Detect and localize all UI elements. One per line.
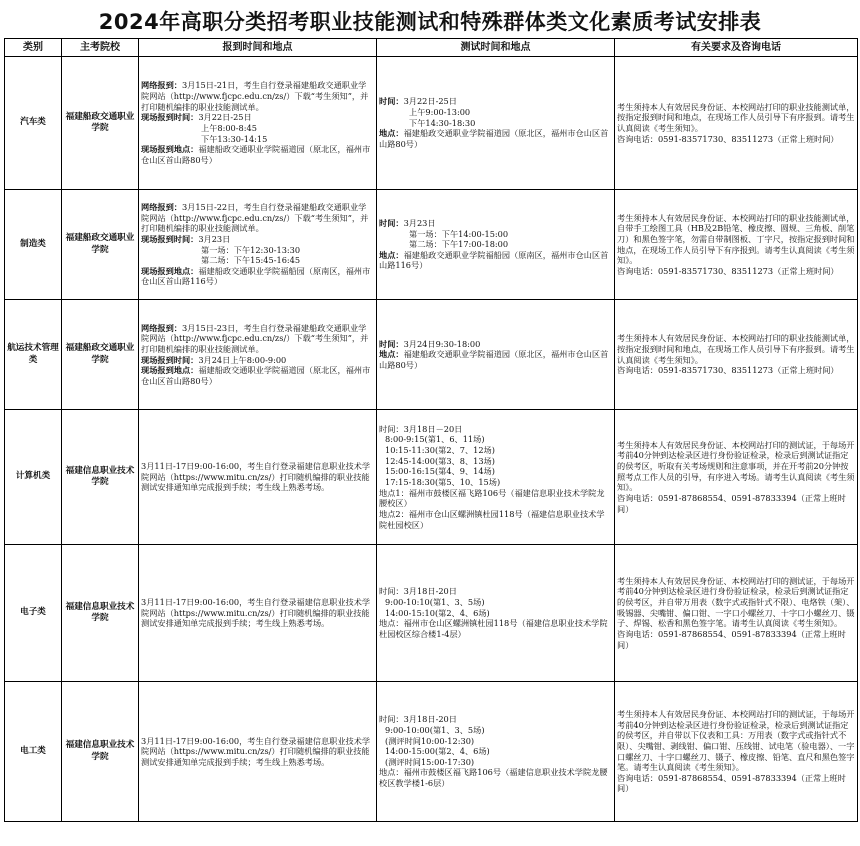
- report-line: [141, 202, 374, 234]
- test-text: 地点：福州市鼓楼区福飞路106号（福建信息职业技术学院龙腰校区教学楼1-6层）: [379, 767, 608, 789]
- report-text: 3月23日: [198, 233, 231, 244]
- test-line: [379, 128, 612, 149]
- test-line: [379, 757, 612, 768]
- test-text: 9:00-10:10(第1、3、5场): [385, 597, 485, 608]
- report-label: 网络报到：: [141, 80, 182, 91]
- test-label: 时间：: [379, 217, 404, 228]
- test-text: (测评时间15:00-17:30): [385, 756, 475, 767]
- test-line: [379, 434, 612, 445]
- requirements-cell: 考生须持本人有效居民身份证、本校网站打印的职业技能测试单，按指定报到时间和地点，在现场工作人员引导下有序报到。请考生认真阅读《考生须知》。 咨询电话：0591-83571730、83511273（正常上班时间）: [615, 57, 858, 190]
- test-text: 8:00-9:15(第1、6、11场): [385, 434, 485, 445]
- test-text: 下午14:30-18:30: [409, 117, 476, 128]
- header-category: 类别: [5, 39, 62, 57]
- test-line: [379, 477, 612, 488]
- report-line: [141, 80, 374, 112]
- test-text: 福建船政交通职业学院福道园（原北区，福州市仓山区首山路80号）: [379, 128, 609, 149]
- test-text: 时间：3月18日－20日: [379, 423, 463, 434]
- test-line: [379, 608, 612, 619]
- test-text: 3月23日: [403, 217, 436, 228]
- report-text: 第一场：下午12:30-13:30: [201, 244, 301, 255]
- table-row: [5, 410, 858, 545]
- test-line: [379, 118, 612, 129]
- report-label: 网络报到：: [141, 322, 182, 333]
- test-line: [379, 736, 612, 747]
- report-text: 3月15日-23日，考生自行登录福建船政交通职业学院网站（http://www.fjcpc.edu.cn/zs/）下载“考生须知”，并打印随机编排的职业技能测试单。: [141, 322, 369, 354]
- test-text: 福建船政交通职业学院福道园（原北区，福州市仓山区首山路80号）: [379, 349, 609, 370]
- test-label: 地点：: [379, 349, 404, 360]
- report-line: [141, 323, 374, 355]
- test-line: [379, 456, 612, 467]
- header-report: 报到时间和地点: [139, 39, 377, 57]
- test-cell: [377, 545, 615, 682]
- test-label: 时间：: [379, 96, 404, 107]
- report-line: [141, 134, 374, 145]
- schedule-table: [4, 38, 858, 822]
- school-cell: 福建信息职业技术学院: [62, 410, 139, 545]
- report-cell: [139, 300, 377, 410]
- requirements-cell: 考生须持本人有效居民身份证、本校网站打印的职业技能测试单，自带手工绘图工具（HB及2B铅笔、橡皮擦、圆规、三角板、削笔刀）和黑色签字笔，勿需自带制图板、丁字尺，按指定报到时间和地点，在现场工作人员引导下有序报到。请考生认真阅读《考生须知》。 咨询电话：0591-83571730、83511273（正常上班时间）: [615, 190, 858, 300]
- requirements-cell: 考生须持本人有效居民身份证、本校网站打印的测试证，于每场开考前40分钟到达检录区进行身份验证检录，检录后到测试证指定的侯考区，并自带以下仪表和工具：万用表（数字式或指针式不限）、尖嘴钳、剥线钳、偏口钳、压线钳、试电笔（验电器）、一字口螺丝刀、十字口螺丝刀、镊子、橡皮擦、铅笔、直尺和黑色签字笔。请考生认真阅读《考生须知》。 咨询电话：0591-87868554、0591-87833394（正常上班时间）: [615, 682, 858, 822]
- report-cell: [139, 545, 377, 682]
- test-cell: [377, 682, 615, 822]
- report-text: 福建船政交通职业学院福道园（原北区，福州市仓山区首山路80号）: [141, 365, 371, 386]
- test-line: [379, 725, 612, 736]
- report-text: 下午13:30-14:15: [201, 133, 268, 144]
- report-text: 3月15日-22日，考生自行登录福建船政交通职业学院网站（http://www.fjcpc.edu.cn/zs/）下载“考生须知”，并打印随机编排的职业技能测试单。: [141, 201, 369, 234]
- report-line: [141, 355, 374, 366]
- report-text: 上午8:00-8:45: [201, 123, 257, 133]
- test-label: 时间：: [379, 338, 404, 349]
- header-test: 测试时间和地点: [377, 39, 615, 57]
- test-text: 第一场：下午14:00-15:00: [409, 228, 509, 239]
- report-label: 现场报到地点：: [141, 265, 199, 276]
- test-line: [379, 488, 612, 509]
- table-header-row: [5, 39, 858, 57]
- school-cell: 福建船政交通职业学院: [62, 190, 139, 300]
- test-line: [379, 767, 612, 788]
- test-text: 10:15-11:30(第2、7、12场): [385, 445, 495, 456]
- test-text: 14:00-15:00(第2、4、6场): [385, 746, 490, 757]
- report-label: 网络报到：: [141, 201, 182, 212]
- test-line: [379, 107, 612, 118]
- test-text: 时间：3月18日-20日: [379, 586, 457, 597]
- test-text: (测评时间10:00-12:30): [385, 735, 475, 746]
- report-text: 3月22日-25日: [198, 112, 252, 123]
- report-text: 福建船政交通职业学院福道园（原北区，福州市仓山区首山路80号）: [141, 144, 371, 165]
- table-row: [5, 545, 858, 682]
- test-label: 地点：: [379, 128, 404, 139]
- category-cell: 电子类: [5, 545, 62, 682]
- school-cell: 福建信息职业技术学院: [62, 545, 139, 682]
- report-cell: [139, 410, 377, 545]
- requirements-cell: 考生须持本人有效居民身份证、本校网站打印的测试证，于每场开考前40分钟到达检录区进行身份验证检录，检录后到测试证指定的侯考区，并自带万用表（数字式或指针式不限）、电烙铁（架）、吸锡器、尖嘴钳、偏口钳、一字口小螺丝刀、十字口小螺丝刀、镊子、焊锡、松香和黑色签字笔。请考生认真阅读《考生须知》。 咨询电话：0591-87868554、0591-87833394（正常上班时间）: [615, 545, 858, 682]
- test-text: 地点：福州市仓山区螺洲镇杜园118号（福建信息职业技术学院杜园校区综合楼1-4层）: [379, 618, 608, 639]
- test-line: [379, 746, 612, 757]
- test-text: 时间：3月18日-20日: [379, 714, 457, 725]
- report-line: [141, 266, 374, 287]
- report-cell: [139, 57, 377, 190]
- report-text: 3月24日上午8:00-9:00: [198, 354, 287, 365]
- test-text: 9:00-10:00(第1、3、5场): [385, 724, 485, 735]
- test-line: [379, 218, 612, 229]
- school-cell: 福建船政交通职业学院: [62, 300, 139, 410]
- table-row: [5, 300, 858, 410]
- report-line: [141, 461, 374, 493]
- report-line: [141, 112, 374, 123]
- table-row: [5, 682, 858, 822]
- test-line: [379, 96, 612, 107]
- report-line: [141, 365, 374, 386]
- report-label: 现场报到时间：: [141, 354, 199, 365]
- report-label: 现场报到时间：: [141, 112, 199, 123]
- report-line: [141, 144, 374, 165]
- test-text: 上午9:00-13:00: [409, 107, 471, 118]
- category-cell: 汽车类: [5, 57, 62, 190]
- category-cell: 航运技术管理类: [5, 300, 62, 410]
- report-line: [141, 736, 374, 768]
- requirements-cell: 考生须持本人有效居民身份证、本校网站打印的测试证，于每场开考前40分钟到达检录区进行身份验证检录，检录后到测试证指定的侯考区，听取有关考场规则和注意事项，并在开考前20分钟按照考点工作人员的引导，有序进入考场。请考生认真阅读《考生须知》。 咨询电话：0591-87868554、0591-87833394（正常上班时间）: [615, 410, 858, 545]
- report-cell: [139, 190, 377, 300]
- test-line: [379, 714, 612, 725]
- category-cell: 制造类: [5, 190, 62, 300]
- requirements-cell: 考生须持本人有效居民身份证、本校网站打印的职业技能测试单，按指定报到时间和地点，在现场工作人员引导下有序报到。请考生认真阅读《考生须知》。 咨询电话：0591-83571730、83511273（正常上班时间）: [615, 300, 858, 410]
- test-text: 地点2：福州市仓山区螺洲镇杜园118号（福建信息职业技术学院杜园校区）: [379, 508, 605, 530]
- header-requirements: 有关要求及咨询电话: [615, 39, 858, 57]
- test-line: [379, 466, 612, 477]
- report-line: [141, 234, 374, 245]
- test-label: 地点：: [379, 249, 404, 260]
- category-cell: 电工类: [5, 682, 62, 822]
- report-line: [141, 245, 374, 256]
- test-text: 第二场：下午17:00-18:00: [409, 239, 509, 250]
- table-row: [5, 57, 858, 190]
- test-cell: [377, 190, 615, 300]
- page-title: 2024年高职分类招考职业技能测试和特殊群体类文化素质考试安排表: [98, 10, 762, 34]
- report-line: [141, 255, 374, 266]
- report-label: 现场报到地点：: [141, 365, 199, 376]
- header-school: 主考院校: [62, 39, 139, 57]
- test-line: [379, 597, 612, 608]
- report-label: 现场报到地点：: [141, 144, 199, 155]
- report-line: [141, 597, 374, 629]
- test-cell: [377, 410, 615, 545]
- report-text: 3月11日-17日9:00-16:00，考生自行登录福建信息职业技术学院网站（https://www.mitu.cn/zs/）打印随机编排的职业技能测试安排通知单完成报到手续；考生线上熟悉考场。: [141, 461, 371, 493]
- table-body: [5, 57, 858, 822]
- test-text: 3月22日-25日: [403, 96, 457, 107]
- report-text: 福建船政交通职业学院福船园（原南区，福州市仓山区首山路116号）: [141, 265, 371, 287]
- report-text: 3月11日-17日9:00-16:00，考生自行登录福建信息职业技术学院网站（https://www.mitu.cn/zs/）打印随机编排的职业技能测试安排通知单完成报到手续；考生线上熟悉考场。: [141, 597, 371, 629]
- report-line: [141, 123, 374, 134]
- test-line: [379, 618, 612, 639]
- test-line: [379, 239, 612, 250]
- test-line: [379, 339, 612, 350]
- test-line: [379, 250, 612, 271]
- test-text: 14:00-15:10(第2、4、6场): [385, 607, 490, 618]
- test-line: [379, 424, 612, 435]
- test-line: [379, 349, 612, 370]
- test-line: [379, 445, 612, 456]
- report-text: 3月15日-21日，考生自行登录福建船政交通职业学院网站（http://www.fjcpc.edu.cn/zs/）下载“考生须知”，并打印随机编排的职业技能测试单。: [141, 80, 369, 112]
- test-text: 地点1：福州市鼓楼区福飞路106号（福建信息职业技术学院龙腰校区）: [379, 487, 605, 509]
- test-text: 12:45-14:00(第3、8、13场): [385, 455, 495, 466]
- category-cell: 计算机类: [5, 410, 62, 545]
- test-cell: [377, 300, 615, 410]
- test-line: [379, 586, 612, 597]
- table-row: [5, 190, 858, 300]
- test-text: 福建船政交通职业学院福船园（原南区，福州市仓山区首山路116号）: [379, 249, 609, 271]
- test-text: 15:00-16:15(第4、9、14场): [385, 466, 495, 477]
- test-line: [379, 509, 612, 530]
- test-cell: [377, 57, 615, 190]
- report-label: 现场报到时间：: [141, 233, 199, 244]
- school-cell: 福建信息职业技术学院: [62, 682, 139, 822]
- report-text: 第二场：下午15:45-16:45: [201, 255, 301, 266]
- test-text: 17:15-18:30(第5、10、15场): [385, 477, 501, 487]
- report-cell: [139, 682, 377, 822]
- school-cell: 福建船政交通职业学院: [62, 57, 139, 190]
- test-line: [379, 229, 612, 240]
- test-text: 3月24日9:30-18:00: [403, 338, 481, 349]
- report-text: 3月11日-17日9:00-16:00，考生自行登录福建信息职业技术学院网站（https://www.mitu.cn/zs/）打印随机编排的职业技能测试安排通知单完成报到手续；考生线上熟悉考场。: [141, 735, 371, 767]
